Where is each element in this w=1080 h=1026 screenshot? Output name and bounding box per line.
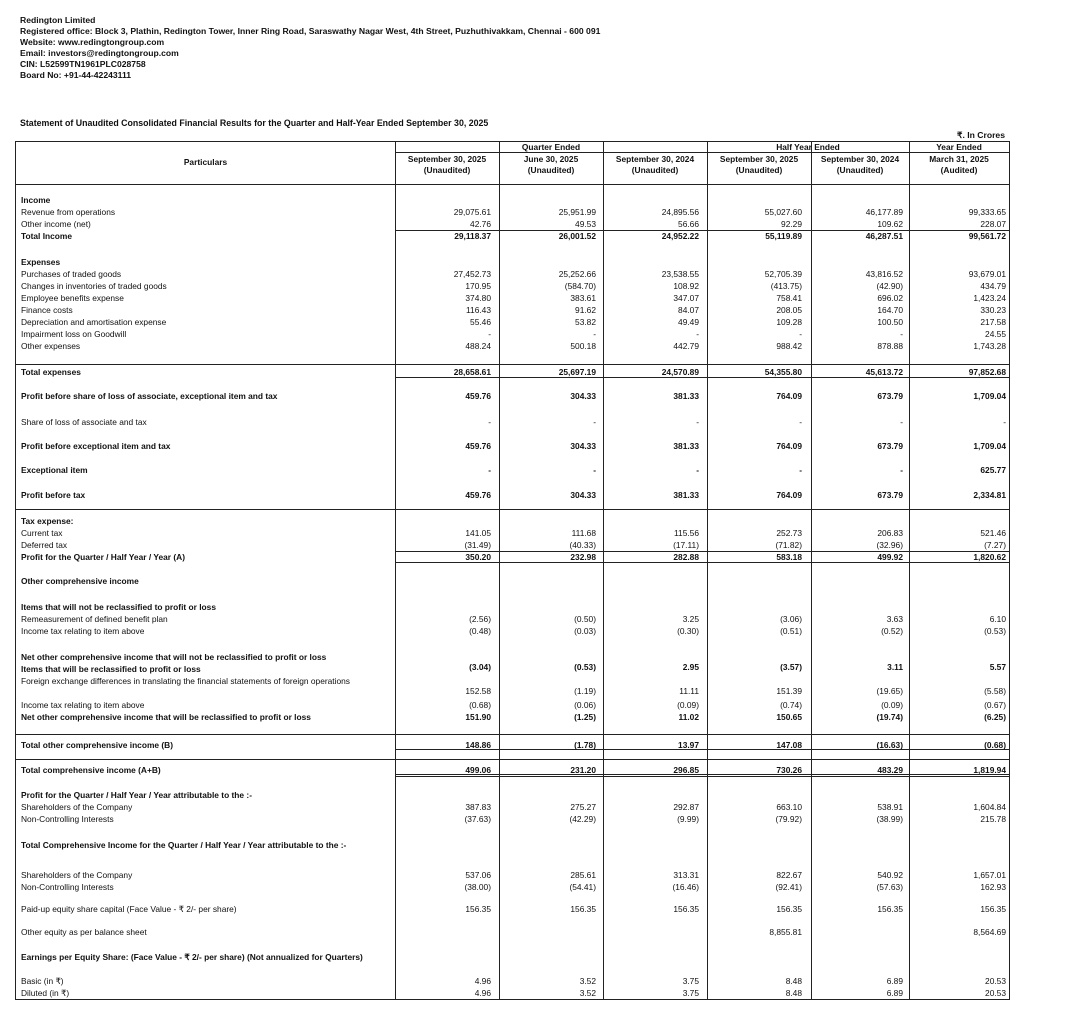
row-label: Changes in inventories of traded goods bbox=[21, 281, 167, 291]
table-cell: 3.52 bbox=[579, 976, 596, 986]
table-cell: 148.86 bbox=[465, 740, 491, 750]
table-cell: 156.35 bbox=[570, 904, 596, 914]
table-cell: 381.33 bbox=[673, 391, 699, 401]
table-cell: - bbox=[593, 465, 596, 475]
table-cell: 381.33 bbox=[673, 490, 699, 500]
table-cell: 282.88 bbox=[673, 552, 699, 562]
row-label: Purchases of traded goods bbox=[21, 269, 122, 279]
table-cell: 108.92 bbox=[673, 281, 699, 291]
table-cell: 27,452.73 bbox=[453, 269, 491, 279]
table-cell: 231.20 bbox=[570, 765, 596, 775]
table-cell: (0.09) bbox=[881, 700, 903, 710]
row-label: Employee benefits expense bbox=[21, 293, 124, 303]
table-cell: (16.46) bbox=[672, 882, 699, 892]
table-cell: 109.28 bbox=[776, 317, 802, 327]
table-cell: 156.35 bbox=[776, 904, 802, 914]
table-cell: (1.19) bbox=[574, 686, 596, 696]
row-label: Other income (net) bbox=[21, 219, 91, 229]
table-cell: 1,820.62 bbox=[973, 552, 1006, 562]
table-cell: (31.49) bbox=[464, 540, 491, 550]
table-cell: 500.18 bbox=[570, 341, 596, 351]
table-cell: (0.68) bbox=[469, 700, 491, 710]
row-label: Non-Controlling Interests bbox=[21, 882, 114, 892]
row-label: Foreign exchange differences in translating the financial statements of foreign operations bbox=[21, 676, 350, 686]
table-cell: 764.09 bbox=[776, 391, 802, 401]
table-cell: (92.41) bbox=[775, 882, 802, 892]
table-cell: 232.98 bbox=[570, 552, 596, 562]
table-cell: 53.82 bbox=[575, 317, 596, 327]
table-cell: 217.58 bbox=[980, 317, 1006, 327]
table-cell: 152.58 bbox=[465, 686, 491, 696]
table-cell: 23,538.55 bbox=[661, 269, 699, 279]
table-cell: (3.57) bbox=[780, 662, 802, 672]
table-cell: 115.56 bbox=[674, 528, 699, 538]
table-cell: 304.33 bbox=[570, 391, 596, 401]
table-cell: (40.33) bbox=[569, 540, 596, 550]
table-cell: (0.52) bbox=[881, 626, 903, 636]
table-cell: 3.25 bbox=[682, 614, 699, 624]
table-cell: - bbox=[696, 417, 699, 427]
table-cell: 758.41 bbox=[776, 293, 802, 303]
row-label: Tax expense: bbox=[21, 516, 74, 526]
table-cell: 151.39 bbox=[776, 686, 802, 696]
col-header-5: September 30, 2024 (Unaudited) bbox=[820, 154, 900, 175]
row-label: Total Income bbox=[21, 231, 73, 241]
table-cell: 292.87 bbox=[673, 802, 699, 812]
table-cell: (3.04) bbox=[469, 662, 491, 672]
row-label: Remeasurement of defined benefit plan bbox=[21, 614, 168, 624]
table-cell: 13.97 bbox=[678, 740, 699, 750]
table-cell: 11.02 bbox=[678, 712, 699, 722]
row-label: Net other comprehensive income that will not be reclassified to profit or loss bbox=[21, 652, 327, 662]
table-cell: 147.08 bbox=[776, 740, 802, 750]
table-cell: 1,423.24 bbox=[973, 293, 1006, 303]
table-cell: 45,613.72 bbox=[865, 367, 903, 377]
table-cell: 55.46 bbox=[470, 317, 491, 327]
row-label: Paid-up equity share capital (Face Value - ₹ 2/- per share) bbox=[21, 904, 237, 914]
table-cell: 6.89 bbox=[886, 988, 903, 998]
table-cell: 540.92 bbox=[877, 870, 903, 880]
row-label: Profit before tax bbox=[21, 490, 86, 500]
table-cell: - bbox=[488, 465, 491, 475]
row-label: Items that will not be reclassified to profit or loss bbox=[21, 602, 216, 612]
table-cell: (0.53) bbox=[984, 626, 1006, 636]
table-cell: 583.18 bbox=[776, 552, 802, 562]
table-cell: (0.48) bbox=[469, 626, 491, 636]
table-cell: (6.25) bbox=[984, 712, 1006, 722]
table-cell: - bbox=[488, 417, 491, 427]
row-label: Shareholders of the Company bbox=[21, 870, 133, 880]
col-header-1: September 30, 2025 (Unaudited) bbox=[407, 154, 487, 175]
table-cell: 5.57 bbox=[989, 662, 1006, 672]
email: Email: investors@redingtongroup.com bbox=[20, 48, 179, 58]
row-label: Profit for the Quarter / Half Year / Year attributable to the :- bbox=[21, 790, 252, 800]
table-cell: 673.79 bbox=[877, 441, 903, 451]
table-cell: (7.27) bbox=[984, 540, 1006, 550]
table-cell: 1,743.28 bbox=[973, 341, 1006, 351]
table-cell: (19.65) bbox=[876, 686, 903, 696]
table-cell: (38.99) bbox=[876, 814, 903, 824]
table-cell: 55,027.60 bbox=[764, 207, 802, 217]
board-number: Board No: +91-44-42243111 bbox=[20, 70, 132, 80]
row-label: Basic (in ₹) bbox=[21, 976, 64, 986]
table-cell: 764.09 bbox=[776, 441, 802, 451]
table-cell: - bbox=[593, 417, 596, 427]
row-label: Current tax bbox=[21, 528, 63, 538]
company-header bbox=[20, 15, 600, 81]
row-label: Total expenses bbox=[21, 367, 81, 377]
table-cell: 537.06 bbox=[465, 870, 491, 880]
table-cell: - bbox=[593, 329, 596, 339]
row-label: Items that will be reclassified to profit or loss bbox=[21, 664, 201, 674]
table-cell: 49.53 bbox=[575, 219, 596, 229]
row-label: Depreciation and amortisation expense bbox=[21, 317, 167, 327]
table-cell: (1.78) bbox=[574, 740, 596, 750]
row-label: Total other comprehensive income (B) bbox=[21, 740, 174, 750]
row-label: Income bbox=[21, 195, 51, 205]
table-cell: 11.11 bbox=[679, 686, 699, 696]
table-cell: 3.63 bbox=[886, 614, 903, 624]
row-label: Income tax relating to item above bbox=[21, 700, 145, 710]
table-cell: 20.53 bbox=[985, 988, 1006, 998]
table-cell: 97,852.68 bbox=[968, 367, 1006, 377]
table-cell: 46,177.89 bbox=[865, 207, 903, 217]
table-cell: 434.79 bbox=[980, 281, 1006, 291]
table-cell: 92.29 bbox=[781, 219, 802, 229]
table-cell: 43,816.52 bbox=[865, 269, 903, 279]
table-cell: 84.07 bbox=[678, 305, 699, 315]
table-cell: (32.96) bbox=[876, 540, 903, 550]
table-cell: (0.03) bbox=[574, 626, 596, 636]
table-cell: 100.50 bbox=[877, 317, 903, 327]
table-cell: - bbox=[799, 465, 802, 475]
table-cell: (3.06) bbox=[780, 614, 802, 624]
registered-office: Registered office: Block 3, Plathin, Redington Tower, Inner Ring Road, Saraswathy Nagar West, 4th Street, Puzhuthivakkam, Chennai - 600 091 bbox=[20, 26, 601, 36]
table-cell: (0.68) bbox=[984, 740, 1006, 750]
table-cell: 313.31 bbox=[673, 870, 699, 880]
table-cell: - bbox=[900, 465, 903, 475]
table-cell: (16.63) bbox=[876, 740, 903, 750]
table-cell: 28,658.61 bbox=[453, 367, 491, 377]
table-cell: 499.92 bbox=[877, 552, 903, 562]
row-label: Total comprehensive income (A+B) bbox=[21, 765, 161, 775]
table-cell: 55,119.89 bbox=[765, 231, 802, 241]
table-cell: 459.76 bbox=[465, 490, 491, 500]
table-cell: 170.95 bbox=[465, 281, 491, 291]
table-cell: 156.35 bbox=[980, 904, 1006, 914]
row-label: Income tax relating to item above bbox=[21, 626, 145, 636]
row-label: Profit before share of loss of associate, exceptional item and tax bbox=[21, 391, 278, 401]
table-cell: 538.91 bbox=[877, 802, 903, 812]
table-cell: (0.51) bbox=[780, 626, 802, 636]
table-cell: - bbox=[900, 329, 903, 339]
table-cell: (38.00) bbox=[464, 882, 491, 892]
table-cell: 625.77 bbox=[980, 465, 1006, 475]
table-cell: - bbox=[696, 329, 699, 339]
table-cell: 99,561.72 bbox=[968, 231, 1006, 241]
table-cell: 499.06 bbox=[465, 765, 491, 775]
table-cell: 162.93 bbox=[980, 882, 1006, 892]
table-cell: 304.33 bbox=[570, 490, 596, 500]
table-cell: 228.07 bbox=[980, 219, 1006, 229]
table-cell: 164.70 bbox=[877, 305, 903, 315]
col-header-4: September 30, 2025 (Unaudited) bbox=[719, 154, 799, 175]
row-label: Non-Controlling Interests bbox=[21, 814, 114, 824]
table-cell: 275.27 bbox=[570, 802, 596, 812]
table-cell: 8,564.69 bbox=[973, 927, 1006, 937]
table-cell: 20.53 bbox=[985, 976, 1006, 986]
table-cell: 24,570.89 bbox=[661, 367, 699, 377]
table-cell: 215.78 bbox=[980, 814, 1006, 824]
row-label: Deferred tax bbox=[21, 540, 68, 550]
table-cell: - bbox=[1003, 417, 1006, 427]
table-cell: 42.76 bbox=[470, 219, 491, 229]
company-name: Redington Limited bbox=[20, 15, 96, 25]
table-cell: 6.10 bbox=[989, 614, 1006, 624]
table-cell: 3.52 bbox=[579, 988, 596, 998]
table-cell: (0.30) bbox=[677, 626, 699, 636]
table-cell: (19.74) bbox=[876, 712, 903, 722]
statement-title: Statement of Unaudited Consolidated Financial Results for the Quarter and Half-Year Ended September 30, 2025 bbox=[20, 118, 489, 128]
year-ended-header: Year Ended bbox=[936, 142, 982, 152]
table-cell: 730.26 bbox=[776, 765, 802, 775]
table-cell: (0.53) bbox=[574, 662, 596, 672]
table-cell: 93,679.01 bbox=[968, 269, 1006, 279]
row-label: Finance costs bbox=[21, 305, 73, 315]
table-cell: 381.33 bbox=[673, 441, 699, 451]
table-cell: 141.05 bbox=[465, 528, 491, 538]
row-label: Profit for the Quarter / Half Year / Year (A) bbox=[21, 552, 185, 562]
table-cell: 383.61 bbox=[570, 293, 596, 303]
table-cell: 3.75 bbox=[682, 988, 699, 998]
table-cell: 285.61 bbox=[570, 870, 596, 880]
table-cell: 822.67 bbox=[776, 870, 802, 880]
table-cell: 52,705.39 bbox=[764, 269, 802, 279]
table-cell: (9.99) bbox=[677, 814, 699, 824]
row-label: Expenses bbox=[21, 257, 61, 267]
table-cell: (0.09) bbox=[677, 700, 699, 710]
table-cell: 8.48 bbox=[785, 976, 802, 986]
table-cell: 696.02 bbox=[877, 293, 903, 303]
table-cell: (71.82) bbox=[775, 540, 802, 550]
table-cell: 156.35 bbox=[673, 904, 699, 914]
table-cell: 151.90 bbox=[465, 712, 491, 722]
table-cell: 24.55 bbox=[985, 329, 1006, 339]
row-label: Revenue from operations bbox=[21, 207, 116, 217]
table-cell: 25,252.66 bbox=[558, 269, 596, 279]
table-cell: 673.79 bbox=[877, 490, 903, 500]
table-cell: 374.80 bbox=[465, 293, 491, 303]
table-cell: 54,355.80 bbox=[764, 367, 802, 377]
table-cell: (413.75) bbox=[770, 281, 802, 291]
table-cell: - bbox=[488, 329, 491, 339]
table-cell: (42.29) bbox=[569, 814, 596, 824]
table-cell: - bbox=[799, 329, 802, 339]
financial-results-table bbox=[15, 141, 1010, 1000]
table-cell: 26,001.52 bbox=[558, 231, 596, 241]
table-cell: 252.73 bbox=[776, 528, 802, 538]
table-cell: 208.05 bbox=[776, 305, 802, 315]
table-cell: 24,952.22 bbox=[661, 231, 699, 241]
row-label: Other equity as per balance sheet bbox=[21, 927, 147, 937]
table-cell: 29,118.37 bbox=[454, 231, 491, 241]
row-label: Diluted (in ₹) bbox=[21, 988, 70, 998]
table-cell: - bbox=[799, 417, 802, 427]
table-cell: (57.63) bbox=[876, 882, 903, 892]
table-cell: (54.41) bbox=[569, 882, 596, 892]
table-cell: 150.65 bbox=[776, 712, 802, 722]
table-cell: 111.68 bbox=[571, 528, 596, 538]
table-cell: 304.33 bbox=[570, 441, 596, 451]
table-cell: 109.62 bbox=[877, 219, 903, 229]
table-cell: (584.70) bbox=[564, 281, 596, 291]
table-cell: 663.10 bbox=[776, 802, 802, 812]
table-cell: 29,075.61 bbox=[453, 207, 491, 217]
quarter-ended-header: Quarter Ended bbox=[521, 142, 581, 152]
row-label: Total Comprehensive Income for the Quarter / Half Year / Year attributable to the :- bbox=[21, 840, 347, 850]
table-cell: 99,333.65 bbox=[968, 207, 1006, 217]
table-cell: 46,287.51 bbox=[865, 231, 903, 241]
row-label: Share of loss of associate and tax bbox=[21, 417, 147, 427]
table-cell: 296.85 bbox=[673, 765, 699, 775]
table-cell: 25,951.99 bbox=[558, 207, 596, 217]
table-cell: - bbox=[696, 465, 699, 475]
table-cell: - bbox=[900, 417, 903, 427]
table-cell: (0.74) bbox=[780, 700, 802, 710]
table-cell: 116.43 bbox=[466, 305, 491, 315]
particulars-header: Particulars bbox=[183, 157, 228, 167]
table-cell: 8.48 bbox=[785, 988, 802, 998]
table-cell: 1,657.01 bbox=[973, 870, 1006, 880]
table-cell: 442.79 bbox=[673, 341, 699, 351]
cin: CIN: L52599TN1961PLC028758 bbox=[20, 59, 146, 69]
table-cell: 387.83 bbox=[465, 802, 491, 812]
table-cell: (0.06) bbox=[574, 700, 596, 710]
table-cell: 483.29 bbox=[877, 765, 903, 775]
row-label: Other expenses bbox=[21, 341, 81, 351]
table-cell: 2,334.81 bbox=[973, 490, 1006, 500]
table-cell: 24,895.56 bbox=[661, 207, 699, 217]
table-cell: (42.90) bbox=[876, 281, 903, 291]
table-cell: 878.88 bbox=[877, 341, 903, 351]
table-cell: 1,709.04 bbox=[973, 441, 1006, 451]
table-cell: 91.62 bbox=[575, 305, 596, 315]
table-cell: 350.20 bbox=[465, 552, 491, 562]
table-cell: 673.79 bbox=[877, 391, 903, 401]
row-label: Net other comprehensive income that will be reclassified to profit or loss bbox=[21, 712, 311, 722]
col-header-2: June 30, 2025 (Unaudited) bbox=[523, 154, 579, 175]
row-label: Earnings per Equity Share: (Face Value - ₹ 2/- per share) (Not annualized for Quarters) bbox=[21, 952, 363, 962]
table-cell: (37.63) bbox=[464, 814, 491, 824]
table-cell: 25,697.19 bbox=[558, 367, 596, 377]
table-cell: 1,819.94 bbox=[973, 765, 1006, 775]
table-cell: 988.42 bbox=[776, 341, 802, 351]
table-cell: 347.07 bbox=[673, 293, 699, 303]
table-cell: 764.09 bbox=[776, 490, 802, 500]
table-cell: (17.11) bbox=[673, 540, 699, 550]
table-cell: 206.83 bbox=[877, 528, 903, 538]
website: Website: www.redingtongroup.com bbox=[20, 37, 165, 47]
col-header-6: March 31, 2025 (Audited) bbox=[929, 154, 989, 175]
table-cell: 488.24 bbox=[465, 341, 491, 351]
table-cell: 49.49 bbox=[678, 317, 699, 327]
row-label: Profit before exceptional item and tax bbox=[21, 441, 171, 451]
table-cell: 459.76 bbox=[465, 391, 491, 401]
table-cell: 156.35 bbox=[465, 904, 491, 914]
table-cell: (1.25) bbox=[574, 712, 596, 722]
table-cell: (0.50) bbox=[574, 614, 596, 624]
row-label: Shareholders of the Company bbox=[21, 802, 133, 812]
table-cell: (0.67) bbox=[984, 700, 1006, 710]
table-cell: 330.23 bbox=[980, 305, 1006, 315]
table-cell: 2.95 bbox=[682, 662, 699, 672]
table-cell: 156.35 bbox=[877, 904, 903, 914]
half-year-ended-header: Half Year Ended bbox=[776, 142, 840, 152]
table-cell: 6.89 bbox=[886, 976, 903, 986]
table-cell: 3.75 bbox=[682, 976, 699, 986]
table-cell: 459.76 bbox=[465, 441, 491, 451]
table-cell: 1,604.84 bbox=[973, 802, 1006, 812]
table-cell: 8,855.81 bbox=[769, 927, 802, 937]
unit-label: ₹. In Crores bbox=[957, 130, 1005, 140]
table-cell: 3.11 bbox=[887, 662, 903, 672]
table-cell: (79.92) bbox=[775, 814, 802, 824]
row-label: Impairment loss on Goodwill bbox=[21, 329, 127, 339]
table-cell: (5.58) bbox=[984, 686, 1006, 696]
table-cell: 56.66 bbox=[678, 219, 699, 229]
table-cell: 4.96 bbox=[474, 988, 491, 998]
table-cell: 521.46 bbox=[980, 528, 1006, 538]
row-label: Other comprehensive income bbox=[21, 576, 139, 586]
row-label: Exceptional item bbox=[21, 465, 88, 475]
col-header-3: September 30, 2024 (Unaudited) bbox=[615, 154, 695, 175]
table-cell: 4.96 bbox=[474, 976, 491, 986]
table-cell: (2.56) bbox=[469, 614, 491, 624]
table-cell: 1,709.04 bbox=[973, 391, 1006, 401]
